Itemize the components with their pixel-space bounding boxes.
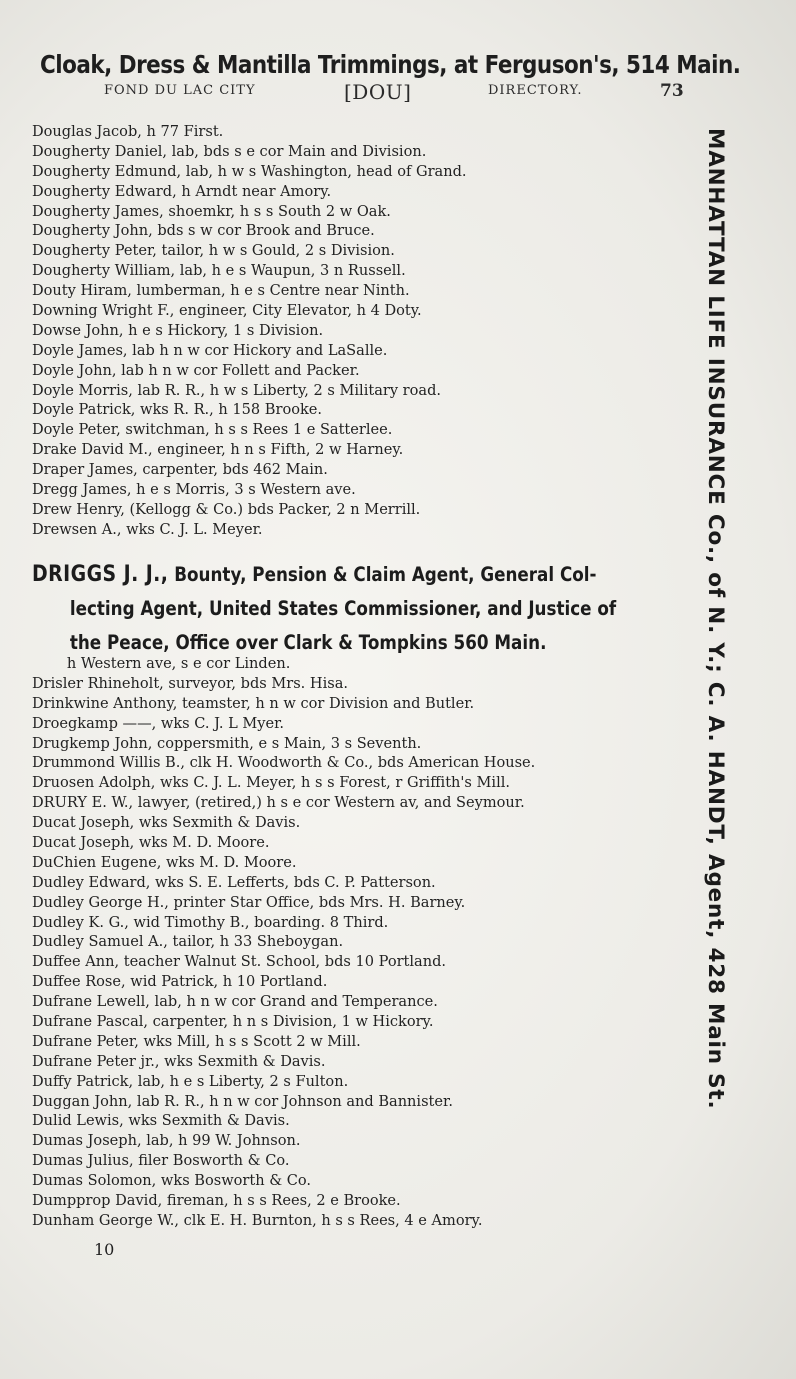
directory-entry: Dumas Julius, filer Bosworth & Co.	[32, 1151, 290, 1170]
driggs-advertisement	[32, 558, 696, 660]
directory-entry-continuation: h Western ave, s e cor Linden.	[66, 654, 291, 672]
directory-entry: Drugkemp John, coppersmith, e s Main, 3 s Seventh.	[32, 733, 422, 752]
directory-entry: DRURY E. W., lawyer, (retired,) h s e cor Western av, and Seymour.	[32, 793, 525, 812]
directory-entry: Drummond Willis B., clk H. Woodworth & Co., bds American House.	[32, 753, 536, 772]
running-head-city: FOND DU LAC CITY	[104, 83, 256, 98]
directory-entry: Dufrane Peter, wks Mill, h s s Scott 2 w Mill.	[32, 1031, 361, 1050]
directory-entry: Douty Hiram, lumberman, h e s Centre near Ninth.	[32, 281, 410, 300]
advert-line-2: lecting Agent, United States Commissioner, and Justice of	[69, 597, 617, 620]
directory-entry: Drinkwine Anthony, teamster, h n w cor Division and Butler.	[32, 693, 475, 712]
running-head-section: [DOU]	[344, 80, 412, 104]
directory-entry: Drake David M., engineer, h n s Fifth, 2 w Harney.	[32, 440, 404, 459]
directory-entry: Druosen Adolph, wks C. J. L. Meyer, h s s Forest, r Griffith's Mill.	[32, 773, 510, 792]
directory-entry: Ducat Joseph, wks Sexmith & Davis.	[32, 813, 301, 832]
directory-entry: DuChien Eugene, wks M. D. Moore.	[32, 852, 297, 871]
directory-entry: Dudley George H., printer Star Office, bds Mrs. H. Barney.	[32, 892, 466, 911]
directory-entry: Doyle Morris, lab R. R., h w s Liberty, 2 s Military road.	[32, 380, 442, 399]
directory-entry: Dudley Samuel A., tailor, h 33 Sheboygan.	[32, 932, 344, 951]
signature-mark: 10	[94, 1240, 115, 1259]
directory-entry: Dumas Joseph, lab, h 99 W. Johnson.	[32, 1131, 301, 1150]
directory-entry: Dougherty Edward, h Arndt near Amory.	[32, 181, 332, 200]
directory-entry: Duffee Ann, teacher Walnut St. School, bds 10 Portland.	[32, 952, 447, 971]
vertical-insurance-advert: MANHATTAN LIFE INSURANCE Co., of N. Y.; C. A. HANDT, Agent, 428 Main St.	[703, 128, 728, 1110]
directory-entry: Doyle Peter, switchman, h s s Rees 1 e Satterlee.	[32, 420, 393, 439]
directory-entry: Dufrane Lewell, lab, h n w cor Grand and Temperance.	[32, 992, 438, 1011]
directory-entry: Dougherty John, bds s w cor Brook and Bruce.	[32, 221, 375, 240]
directory-entry: Drew Henry, (Kellogg & Co.) bds Packer, 2 n Merrill.	[32, 499, 421, 518]
directory-entry: Drisler Rhineholt, surveyor, bds Mrs. Hisa.	[32, 673, 349, 692]
directory-entry: Douglas Jacob, h 77 First.	[32, 122, 224, 140]
running-head-directory: DIRECTORY.	[488, 83, 583, 98]
directory-entry: Dougherty Peter, tailor, h w s Gould, 2 s Division.	[32, 241, 395, 260]
directory-entry: Dudley K. G., wid Timothy B., boarding. 8 Third.	[32, 912, 389, 931]
directory-entry: Duffee Rose, wid Patrick, h 10 Portland.	[32, 972, 328, 991]
page-banner-advert: Cloak, Dress & Mantilla Trimmings, at Ferguson's, 514 Main.	[40, 50, 741, 79]
directory-entry: Drewsen A., wks C. J. L. Meyer.	[32, 519, 263, 538]
directory-entry: Dougherty Daniel, lab, bds s e cor Main and Division.	[32, 141, 427, 160]
directory-entry: Doyle Patrick, wks R. R., h 158 Brooke.	[32, 400, 323, 419]
directory-entry: Dregg James, h e s Morris, 3 s Western ave.	[32, 480, 356, 499]
directory-entry: Dumpprop David, fireman, h s s Rees, 2 e Brooke.	[32, 1191, 401, 1210]
directory-entries-top	[32, 122, 672, 540]
directory-entries-bottom	[32, 654, 692, 1231]
directory-entry: Doyle James, lab h n w cor Hickory and LaSalle.	[32, 340, 388, 359]
directory-entry: Dowse John, h e s Hickory, 1 s Division.	[32, 320, 324, 339]
directory-entry: Dougherty Edmund, lab, h w s Washington, head of Grand.	[32, 161, 467, 180]
page-number: 73	[660, 81, 684, 101]
advert-line-3: the Peace, Office over Clark & Tompkins 560 Main.	[69, 631, 547, 654]
directory-entry: Downing Wright F., engineer, City Elevator, h 4 Doty.	[32, 301, 422, 320]
directory-entry: Dougherty James, shoemkr, h s s South 2 w Oak.	[32, 201, 391, 220]
advert-line-1-text: Bounty, Pension & Claim Agent, General Col-	[174, 563, 597, 586]
directory-entry: Dunham George W., clk E. H. Burnton, h s s Rees, 4 e Amory.	[32, 1210, 483, 1229]
running-head	[104, 80, 704, 107]
directory-entry: Droegkamp ——, wks C. J. L Myer.	[32, 713, 285, 732]
directory-entry: Dufrane Peter jr., wks Sexmith & Davis.	[32, 1051, 326, 1070]
advert-line-1	[32, 558, 603, 592]
directory-entry: Ducat Joseph, wks M. D. Moore.	[32, 833, 270, 852]
directory-entry: Duggan John, lab R. R., h n w cor Johnson and Bannister.	[32, 1091, 453, 1110]
directory-entry: Dudley Edward, wks S. E. Lefferts, bds C. P. Patterson.	[32, 872, 436, 891]
directory-entry: Dougherty William, lab, h e s Waupun, 3 n Russell.	[32, 261, 406, 280]
directory-entry: Doyle John, lab h n w cor Follett and Packer.	[32, 360, 360, 379]
directory-entry: Draper James, carpenter, bds 462 Main.	[32, 460, 328, 479]
directory-entry: Dumas Solomon, wks Bosworth & Co.	[32, 1171, 312, 1190]
advert-name: DRIGGS J. J.,	[32, 562, 169, 587]
directory-entry: Dulid Lewis, wks Sexmith & Davis.	[32, 1111, 290, 1130]
directory-entry: Duffy Patrick, lab, h e s Liberty, 2 s Fulton.	[32, 1071, 349, 1090]
directory-entry: Dufrane Pascal, carpenter, h n s Division, 1 w Hickory.	[32, 1012, 434, 1031]
